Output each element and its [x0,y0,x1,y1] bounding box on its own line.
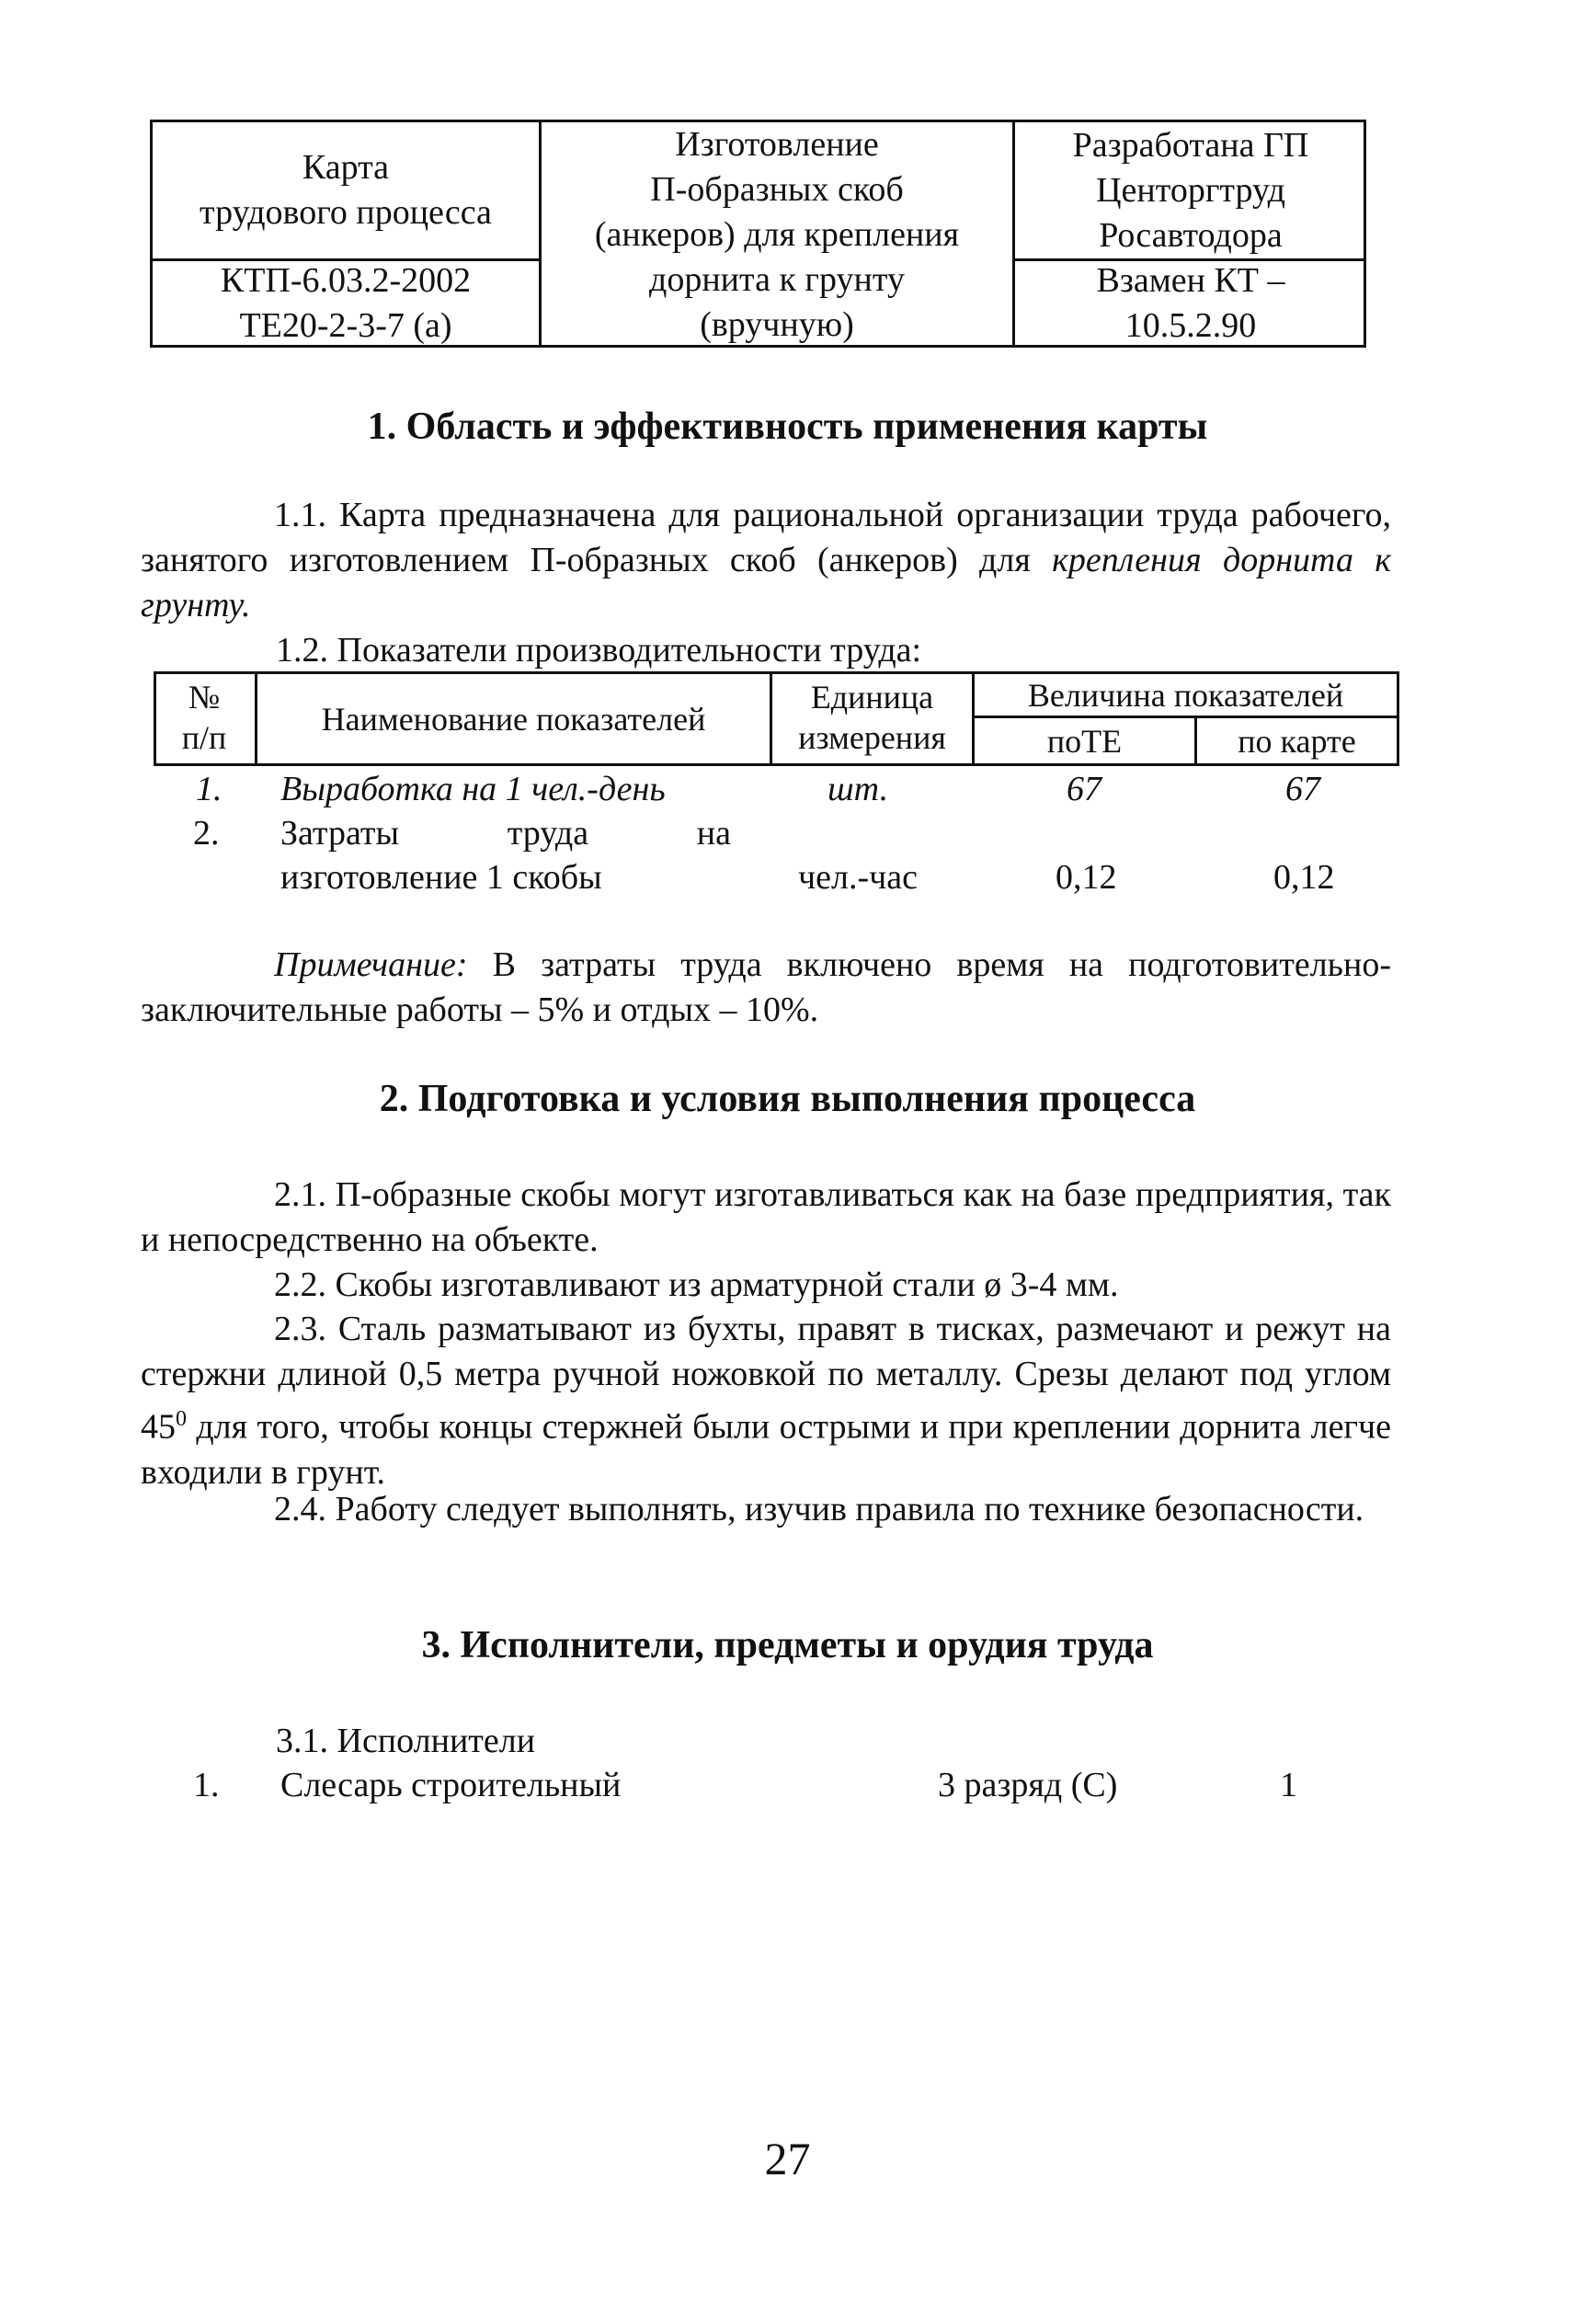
page-number: 27 [764,2133,811,2184]
paragraph-3-1: 3.1. Исполнители [276,1722,536,1760]
section-1-title: 1. Область и эффективность применения карты [367,406,1208,448]
col-card-header: по карте [1238,723,1356,760]
paragraph-1-1: 1.1. Карта предназначена для рациональной организации труда рабочего, занятого изготовлением П-образных скоб (анкеров) для крепления дорнита к грунту. [141,496,1392,624]
note-label: Примечание: [274,945,468,984]
section-2-title: 2. Подготовка и условия выполнения процесса [379,1078,1196,1120]
paragraph-2-1: 2.1. П-образные скобы могут изготавливаться как на базе предприятия, так и непосредственно на объекте. [141,1175,1391,1259]
col-number-header: № п/п [181,679,227,756]
indicators-table [154,671,1399,765]
replaces-card: Взамен КТ – 10.5.2.90 [1096,261,1285,345]
document-page: Карта трудового процесса КТП-6.03.2-2002 ТЕ20-2-3-7 (а) Изготовление П-образных скоб (анкеров) для крепления дорнита к грунту (вручную) Разработана ГП Центоргтруд Росавтодора Взамен КТ – 10.5.2.90 1. Область и эффективность применения карты 1.1. Карта предназначена для рациональной организации труда рабочего, занятого изготовлением П-образных скоб (анкеров) для крепления дорнита к грунту. 1.2. Показатели производительности труда: № п/п Наименование показателей Единица измерения Величина показателей поТЕ по карте 1. Выработка на 1 чел.-день шт. 67 67 2. Затраты труда на изготовление 1 скобы чел.-час 0,12 0,12 Примечание: В затраты труда включено время на подготовительно-заключительные работы – 5% и отдых – 10%. 2. Подготовка и условия выполнения процесса 2.1. П-образные скобы могут изготавливаться как на базе предприятия, так и непосредственно на объекте. 2.2. Скобы изготавливают из арматурной стали ø 3-4 мм. 2.3. Сталь разматывают из бухты, правят в тисках, размечают и режут на стержни длиной 0,5 метра ручной ножовкой по металлу. Срезы делают под углом $45^0$ для того, чтобы концы стержней были острыми и при креплении дорнита легче входили в грунт. 2.4. Работу следует выполнять, изучив правила по технике безопасности. 3. Исполнители, предметы и орудия труда 3.1. Исполнители 1. Слесарь строительный 3 разряд (С) 1 27 [0,0,1575,2324]
col-te-header: поТЕ [1046,723,1123,760]
paragraph-1-2: 1.2. Показатели производительности труда: [276,631,922,670]
paragraph-2-2: 2.2. Скобы изготавливают из арматурной стали ø 3-4 мм. [274,1265,1119,1304]
card-codes: КТП-6.03.2-2002 ТЕ20-2-3-7 (а) [220,261,472,345]
developed-by: Разработана ГП Центоргтруд Росавтодора [1072,125,1309,255]
col-unit-header: Единица измерения [798,679,946,756]
section-3-title: 3. Исполнители, предметы и орудия труда [421,1624,1154,1666]
card-description: Изготовление П-образных скоб (анкеров) для крепления дорнита к грунту (вручную) [594,124,960,344]
card-title: Карта трудового процесса [200,148,492,232]
paragraph-2-4: 2.4. Работу следует выполнять, изучив правила по технике безопасности. [274,1490,1364,1528]
paragraph-2-3: 2.3. Сталь разматывают из бухты, правят в тисках, размечают и режут на стержни длиной 0,5 метра ручной ножовкой по металлу. Срезы делают под углом $45^0$ для того, чтобы концы стержней были острыми и при креплении дорнита легче входили в грунт. [141,1310,1391,1492]
col-value-header: Величина показателей [1027,677,1344,714]
header-table [150,120,1366,348]
note-paragraph: Примечание: В затраты труда включено время на подготовительно-заключительные работы – 5% и отдых – 10%. [141,945,1391,1029]
col-name-header: Наименование показателей [321,701,706,738]
